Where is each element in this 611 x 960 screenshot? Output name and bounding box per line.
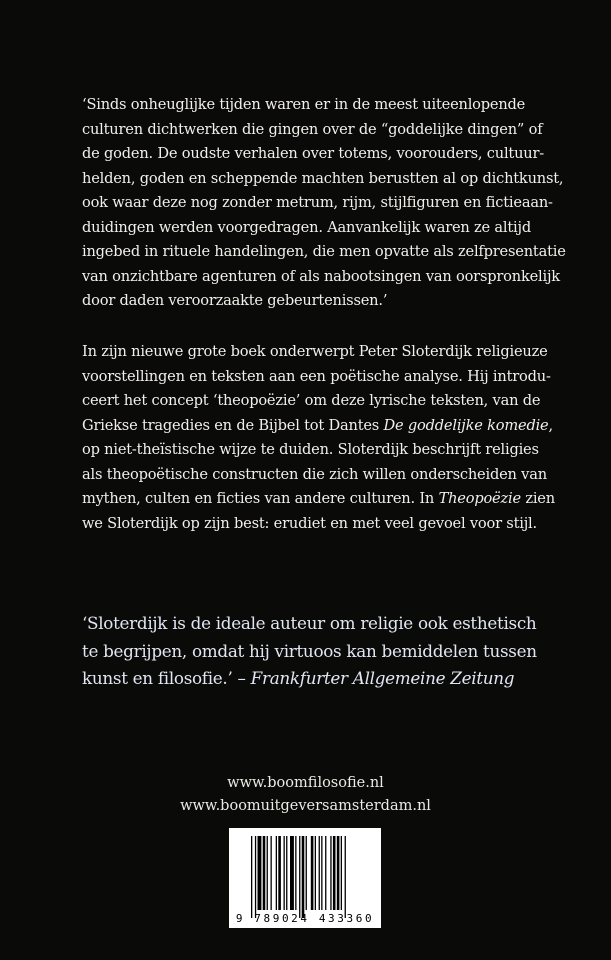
barcode-bar xyxy=(311,836,314,910)
text-line xyxy=(82,191,552,216)
description-paragraph-1 xyxy=(82,93,566,314)
text-line xyxy=(82,463,552,488)
text-segment: culturen dichtwerken die gingen over de “goddelijke dingen” of xyxy=(82,120,543,138)
text-segment: te begrijpen, omdat hij virtuoos kan bemiddelen tussen xyxy=(82,640,537,661)
barcode-bar xyxy=(337,836,340,910)
text-line xyxy=(82,638,537,666)
text-segment: we Sloterdijk op zijn best: erudiet en met veel gevoel voor stijl. xyxy=(82,514,537,532)
barcode-bar xyxy=(302,836,305,918)
text-segment: van onzichtbare agenturen of als nabootsingen van oorspronkelijk xyxy=(82,267,560,285)
text-segment: ‘Sinds onheuglijke tijden waren er in de meest uiteenlopende xyxy=(82,96,526,113)
barcode-bar xyxy=(284,836,285,910)
italic-title: Theopoëzie xyxy=(438,490,521,507)
text-segment: Griekse tragedies en de Bijbel tot Dantes xyxy=(82,416,384,434)
text-line xyxy=(82,414,552,439)
barcode-bar xyxy=(251,836,252,918)
text-segment: duidingen werden voorgedragen. Aanvankelijk waren ze altijd xyxy=(82,218,531,236)
text-line xyxy=(82,665,537,693)
text-line xyxy=(82,389,552,414)
barcode-bar xyxy=(276,836,277,910)
text-line xyxy=(82,167,564,192)
barcode-bar xyxy=(315,836,316,910)
text-line xyxy=(82,365,552,390)
italic-title: De goddelijke komedie xyxy=(383,416,549,434)
barcode-bar xyxy=(325,836,326,910)
text-line xyxy=(82,216,552,241)
barcode-bar xyxy=(341,836,342,910)
text-line xyxy=(82,289,552,314)
text-segment: ingebed in rituele handelingen, die men opvatte als zelfpresentatie xyxy=(82,243,566,260)
text-segment: als theopoëtische constructen die zich willen onderscheiden van xyxy=(82,465,547,483)
barcode-bar xyxy=(321,836,322,910)
barcode-bar xyxy=(319,836,320,910)
barcode-bar xyxy=(345,836,346,918)
isbn-number: 9 789024 433360 xyxy=(235,912,375,925)
text-segment: voorstellingen en teksten aan een poëtische analyse. Hij introdu- xyxy=(82,367,551,385)
url-boomfilosofie: www.boomfilosofie.nl xyxy=(227,775,384,791)
text-line xyxy=(82,93,552,118)
text-segment: ceert het concept ‘theopoëzie’ om deze lyrische teksten, van de xyxy=(82,392,541,409)
barcode-bar xyxy=(255,836,256,918)
barcode-bar xyxy=(306,836,307,910)
text-segment: ook waar deze nog zonder metrum, rijm, stijlfiguren en fictieaan- xyxy=(82,194,553,211)
text-segment: helden, goden en scheppende machten berustten al op dichtkunst, xyxy=(82,169,564,187)
url-boomuitgevers: www.boomuitgeversamsterdam.nl xyxy=(180,798,431,814)
text-segment: mythen, culten en ficties van andere culturen. In xyxy=(82,490,439,507)
barcode-bar xyxy=(299,836,300,918)
barcode-bar xyxy=(295,836,296,910)
text-segment: op niet-theïstische wijze te duiden. Sloterdijk beschrijft religies xyxy=(82,441,539,458)
text-segment: zien xyxy=(520,490,555,507)
barcode-bar xyxy=(267,836,268,910)
barcode-bar xyxy=(258,836,262,910)
text-segment: In zijn nieuwe grote boek onderwerpt Peter Sloterdijk religieuze xyxy=(82,343,548,360)
barcode-bar xyxy=(333,836,336,910)
barcode-bar xyxy=(290,836,294,910)
text-segment: door daden veroorzaakte gebeurtenissen.’ xyxy=(82,292,388,309)
text-segment: kunst en filosofie.’ – xyxy=(82,668,251,688)
text-line xyxy=(82,512,552,537)
barcode-bar xyxy=(271,836,272,910)
text-line xyxy=(82,142,552,167)
text-line xyxy=(82,118,552,143)
text-line xyxy=(82,340,552,365)
text-line xyxy=(82,240,566,265)
text-line xyxy=(82,610,537,638)
text-line xyxy=(82,265,560,290)
barcode-bar xyxy=(278,836,281,910)
publisher-urls xyxy=(0,772,611,818)
barcode-bar xyxy=(330,836,331,910)
italic-title: Frankfurter Allgemeine Zeitung xyxy=(250,668,515,688)
text-segment: , xyxy=(548,416,553,434)
barcode-bar xyxy=(263,836,266,910)
text-line xyxy=(82,487,555,512)
text-segment: de goden. De oudste verhalen over totems, voorouders, cultuur- xyxy=(82,145,544,162)
review-quote xyxy=(82,610,537,693)
text-segment: ‘Sloterdijk is de ideale auteur om religie ook esthetisch xyxy=(82,613,537,633)
description-paragraph-2 xyxy=(82,340,555,536)
text-line xyxy=(82,438,552,463)
barcode-bar xyxy=(286,836,287,910)
isbn-barcode xyxy=(229,828,381,928)
